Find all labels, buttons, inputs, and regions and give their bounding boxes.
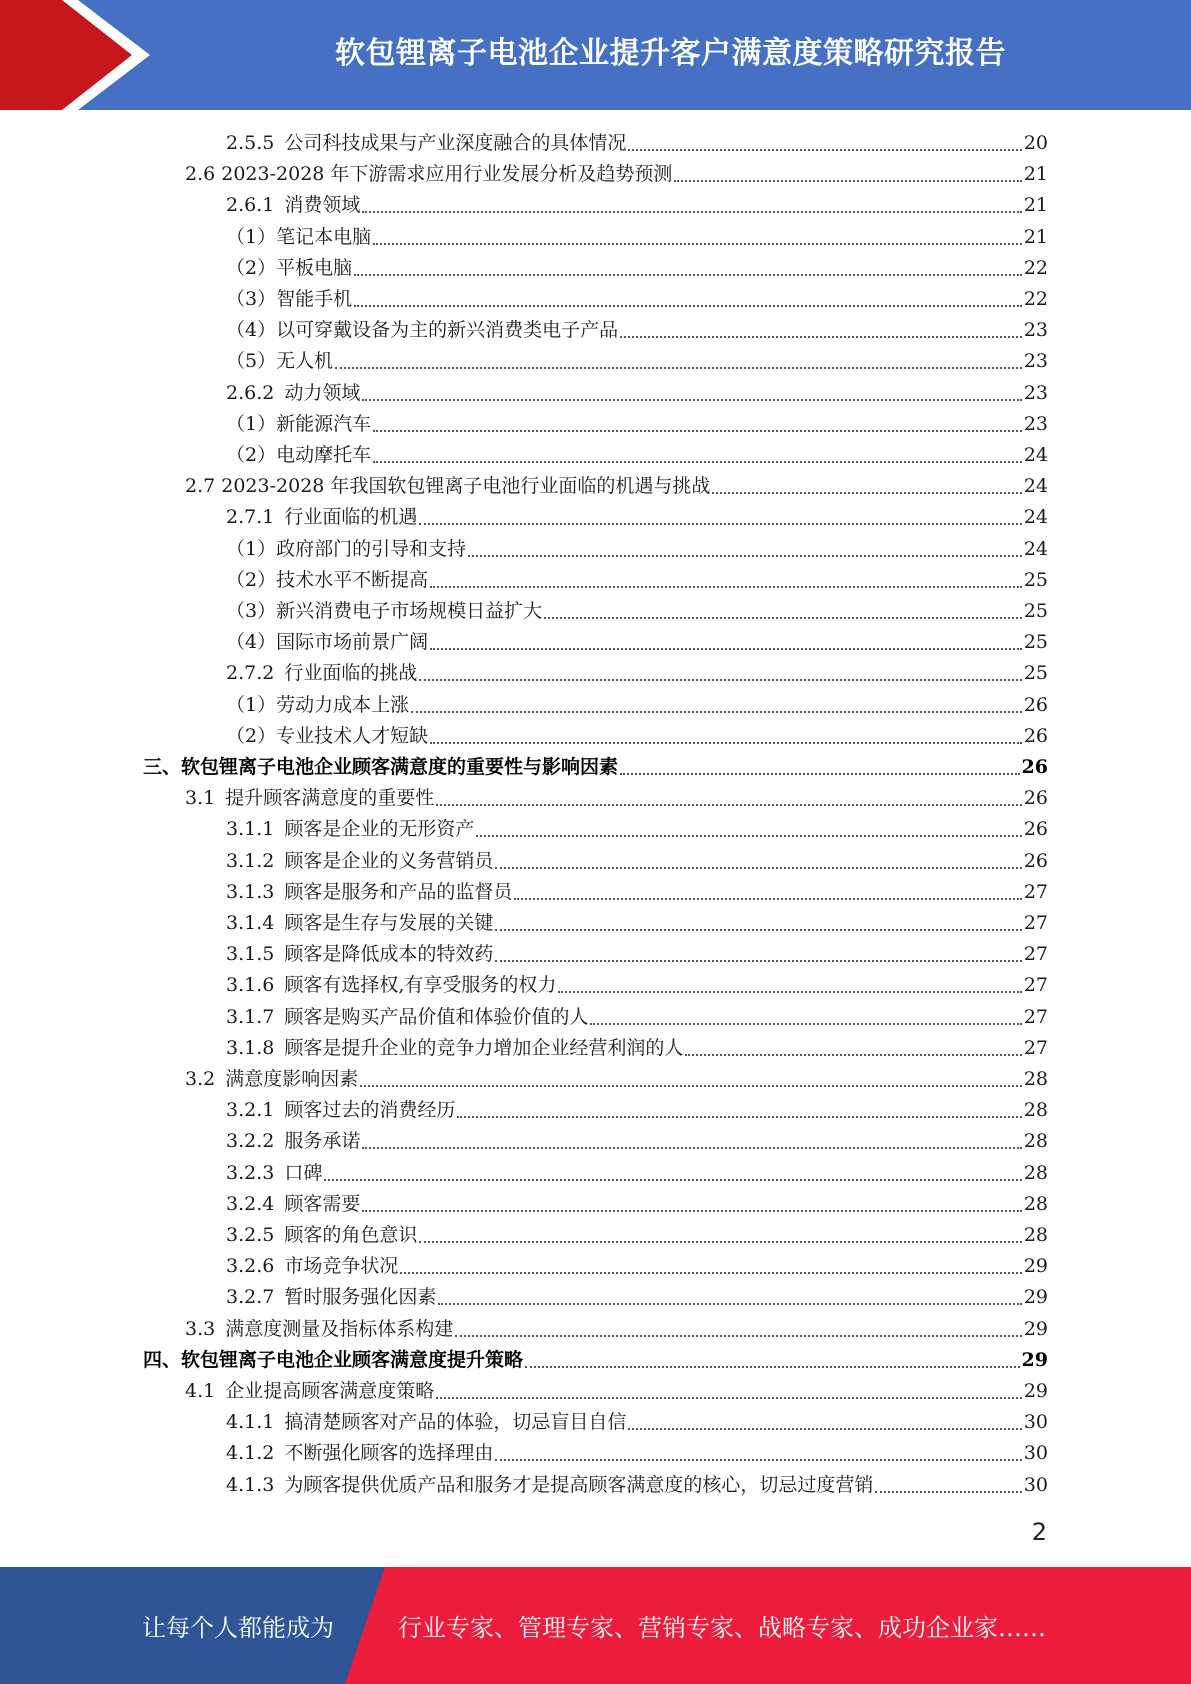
toc-entry-title: （1）政府部门的引导和支持 <box>226 537 467 560</box>
toc-entry-number: 2.5.5 <box>226 132 275 154</box>
footer-slogan-left: 让每个人都能成为 <box>142 1614 334 1642</box>
toc-entry-page: 25 <box>1023 631 1048 654</box>
toc-entry-page: 25 <box>1023 662 1048 685</box>
toc-entry-title: 满意度测量及指标体系构建 <box>225 1317 454 1340</box>
toc-dot-leader <box>620 773 1020 775</box>
toc-entry-page: 27 <box>1023 1005 1048 1028</box>
toc-dot-leader <box>373 461 1022 463</box>
toc-entry-title: 搞清楚顾客对产品的体验，切忌盲目自信 <box>284 1411 627 1434</box>
toc-entry-title: 2.7 2023-2028 年我国软包锂离子电池行业面临的机遇与挑战 <box>185 475 711 498</box>
toc-entry-page: 28 <box>1023 1224 1048 1246</box>
toc-entry[interactable] <box>226 1095 1048 1126</box>
toc-entry-page: 23 <box>1023 381 1048 404</box>
toc-entry-page: 26 <box>1023 724 1048 747</box>
toc-entry-number: 3.2 <box>185 1068 216 1090</box>
page-header <box>0 0 1191 110</box>
toc-entry[interactable] <box>226 1470 1048 1501</box>
toc-entry-page: 28 <box>1023 1068 1048 1090</box>
toc-dot-leader <box>430 586 1022 588</box>
toc-entry-page: 28 <box>1023 1161 1048 1184</box>
toc-dot-leader <box>620 336 1022 338</box>
toc-entry[interactable] <box>143 752 1048 783</box>
toc-entry-title: 顾客是企业的义务营销员 <box>284 849 494 872</box>
toc-entry[interactable] <box>226 440 1048 471</box>
toc-entry-page: 21 <box>1023 225 1048 248</box>
toc-entry-title: 动力领域 <box>284 381 361 404</box>
toc-entry[interactable] <box>226 1407 1048 1438</box>
toc-entry-page: 23 <box>1023 319 1048 342</box>
toc-entry-number: 4.1.1 <box>226 1411 275 1434</box>
toc-entry-number: 3.2.5 <box>226 1224 275 1246</box>
toc-entry[interactable] <box>143 1345 1048 1376</box>
toc-entry[interactable] <box>185 1376 1048 1407</box>
toc-dot-leader <box>495 867 1021 869</box>
toc-entry-title: 顾客是服务和产品的监督员 <box>284 880 513 903</box>
toc-entry-number: 2.7.2 <box>226 662 275 685</box>
toc-entry-number: 4.1 <box>185 1380 216 1402</box>
toc-entry-number: 3.2.4 <box>226 1192 275 1215</box>
toc-dot-leader <box>674 180 1021 182</box>
toc-entry-title: （2）平板电脑 <box>226 256 353 279</box>
toc-dot-leader <box>558 991 1021 993</box>
toc-dot-leader <box>419 523 1021 525</box>
toc-dot-leader <box>373 243 1022 245</box>
toc-entry[interactable] <box>226 939 1048 970</box>
toc-dot-leader <box>457 1116 1021 1118</box>
toc-entry-title: 暂时服务强化因素 <box>284 1286 437 1309</box>
toc-entry[interactable] <box>185 1314 1048 1345</box>
toc-entry[interactable] <box>226 846 1048 877</box>
toc-entry-page: 23 <box>1023 350 1048 373</box>
toc-entry-title: （1）笔记本电脑 <box>226 225 372 248</box>
toc-entry-number: 3.2.1 <box>226 1099 275 1122</box>
toc-dot-leader <box>495 1459 1021 1461</box>
toc-entry[interactable] <box>226 877 1048 908</box>
toc-entry-title: 口碑 <box>284 1161 323 1184</box>
toc-entry-title: 四、软包锂离子电池企业顾客满意度提升策略 <box>143 1348 524 1371</box>
toc-entry-page: 26 <box>1023 693 1048 716</box>
toc-entry[interactable] <box>226 1158 1048 1189</box>
toc-dot-leader <box>525 1366 1020 1368</box>
toc-entry-page: 28 <box>1023 1099 1048 1122</box>
toc-entry-page: 25 <box>1023 568 1048 591</box>
toc-entry-page: 24 <box>1023 475 1048 498</box>
toc-dot-leader <box>335 367 1022 369</box>
toc-entry-number: 3.2.6 <box>226 1255 275 1278</box>
toc-entry-page: 28 <box>1023 1130 1048 1153</box>
toc-entry-title: 行业面临的挑战 <box>284 662 418 685</box>
toc-entry-number: 3.1.6 <box>226 974 275 997</box>
toc-entry-title: 消费领域 <box>284 194 361 217</box>
toc-dot-leader <box>436 1397 1022 1399</box>
toc-entry-title: （2）电动摩托车 <box>226 444 372 466</box>
toc-entry-title: 顾客的角色意识 <box>284 1224 418 1246</box>
toc-entry-page: 21 <box>1023 163 1048 186</box>
toc-entry[interactable] <box>226 315 1048 346</box>
toc-entry[interactable] <box>226 253 1048 284</box>
toc-entry[interactable] <box>185 783 1048 814</box>
page-number: 2 <box>1031 1518 1047 1546</box>
toc-entry-title: （3）新兴消费电子市场规模日益扩大 <box>226 600 543 622</box>
toc-entry-title: 服务承诺 <box>284 1130 361 1153</box>
toc-entry[interactable] <box>226 1126 1048 1157</box>
toc-entry-page: 29 <box>1023 1286 1048 1309</box>
toc-dot-leader <box>362 1210 1021 1212</box>
toc-entry[interactable] <box>185 471 1048 502</box>
toc-entry-title: 顾客有选择权,有享受服务的权力 <box>284 974 557 997</box>
toc-entry-page: 24 <box>1023 506 1048 529</box>
toc-entry-title: 满意度影响因素 <box>225 1068 359 1090</box>
toc-entry-page: 25 <box>1023 600 1048 622</box>
toc-entry[interactable] <box>226 596 1048 627</box>
toc-dot-leader <box>373 430 1022 432</box>
toc-entry[interactable] <box>226 378 1048 409</box>
toc-entry[interactable] <box>226 627 1048 658</box>
toc-entry-number: 3.2.3 <box>226 1161 275 1184</box>
toc-entry-number: 3.1.1 <box>226 818 275 841</box>
toc-entry[interactable] <box>226 1002 1048 1033</box>
toc-entry-page: 27 <box>1023 912 1048 934</box>
toc-entry[interactable] <box>226 502 1048 533</box>
toc-entry-number: 3.1.8 <box>226 1036 275 1059</box>
toc-entry-page: 26 <box>1021 756 1048 778</box>
toc-entry-page: 22 <box>1023 256 1048 279</box>
toc-dot-leader <box>685 1054 1021 1056</box>
toc-dot-leader <box>628 149 1021 151</box>
toc-dot-leader <box>712 492 1021 494</box>
toc-entry-title: 为顾客提供优质产品和服务才是提高顾客满意度的核心，切忌过度营销 <box>284 1473 874 1496</box>
toc-dot-leader <box>362 211 1021 213</box>
toc-dot-leader <box>495 960 1021 962</box>
toc-entry[interactable] <box>226 1033 1048 1064</box>
toc-entry-page: 24 <box>1023 444 1048 466</box>
toc-entry-number: 2.6.2 <box>226 381 275 404</box>
toc-dot-leader <box>436 804 1022 806</box>
toc-entry-page: 26 <box>1023 787 1048 810</box>
toc-entry-number: 3.1.2 <box>226 849 275 872</box>
toc-entry[interactable] <box>226 346 1048 377</box>
toc-entry-page: 29 <box>1023 1380 1048 1402</box>
toc-entry-title: （5）无人机 <box>226 350 334 373</box>
toc-entry-page: 27 <box>1023 880 1048 903</box>
toc-entry[interactable] <box>226 534 1048 565</box>
toc-entry-page: 29 <box>1023 1317 1048 1340</box>
toc-entry[interactable] <box>226 409 1048 440</box>
page-footer <box>0 1567 1191 1684</box>
toc-entry-page: 27 <box>1023 943 1048 966</box>
toc-entry-title: 顾客是提升企业的竞争力增加企业经营利润的人 <box>284 1036 684 1059</box>
toc-dot-leader <box>514 898 1021 900</box>
toc-dot-leader <box>590 1023 1021 1025</box>
toc-entry-number: 2.7.1 <box>226 506 275 529</box>
toc-entry[interactable] <box>226 721 1048 752</box>
toc-entry-number: 3.1.7 <box>226 1005 275 1028</box>
toc-entry-title: 提升顾客满意度的重要性 <box>225 787 435 810</box>
toc-dot-leader <box>362 1147 1021 1149</box>
toc-entry-title: 三、软包锂离子电池企业顾客满意度的重要性与影响因素 <box>143 756 619 778</box>
toc-entry-number: 2.6.1 <box>226 194 275 217</box>
toc-entry[interactable] <box>226 658 1048 689</box>
toc-entry-number: 4.1.3 <box>226 1473 275 1496</box>
toc-entry-number: 3.1.3 <box>226 880 275 903</box>
toc-dot-leader <box>430 742 1022 744</box>
toc-entry[interactable] <box>185 1064 1048 1095</box>
toc-dot-leader <box>400 1272 1021 1274</box>
toc-entry-title: 顾客是降低成本的特效药 <box>284 943 494 966</box>
toc-entry[interactable] <box>226 222 1048 253</box>
toc-dot-leader <box>628 1428 1021 1430</box>
toc-entry-number: 3.2.7 <box>226 1286 275 1309</box>
toc-entry-title: 顾客是购买产品价值和体验价值的人 <box>284 1005 589 1028</box>
toc-entry[interactable] <box>226 1438 1048 1469</box>
toc-dot-leader <box>324 1179 1021 1181</box>
toc-entry-page: 23 <box>1023 412 1048 435</box>
toc-entry-title: 顾客需要 <box>284 1192 361 1215</box>
toc-entry-title: 不断强化顾客的选择理由 <box>284 1442 494 1465</box>
toc-entry-number: 3.3 <box>185 1317 216 1340</box>
toc-entry-page: 29 <box>1023 1255 1048 1278</box>
toc-entry-title: 顾客过去的消费经历 <box>284 1099 456 1122</box>
toc-dot-leader <box>495 929 1021 931</box>
toc-entry-page: 22 <box>1023 288 1048 310</box>
toc-entry-number: 4.1.2 <box>226 1442 275 1465</box>
toc-entry-page: 30 <box>1023 1411 1048 1434</box>
toc-entry-page: 27 <box>1023 1036 1048 1059</box>
report-title: 软包锂离子电池企业提升客户满意度策略研究报告 <box>335 36 1006 71</box>
toc-entry-title: 行业面临的机遇 <box>284 506 418 529</box>
toc-entry[interactable] <box>226 190 1048 221</box>
toc-entry-page: 26 <box>1023 849 1048 872</box>
toc-dot-leader <box>360 1085 1022 1087</box>
toc-entry-title: 公司科技成果与产业深度融合的具体情况 <box>284 132 627 154</box>
toc-entry-page: 26 <box>1023 818 1048 841</box>
toc-dot-leader <box>362 399 1021 401</box>
toc-dot-leader <box>419 1241 1021 1243</box>
toc-entry-page: 28 <box>1023 1192 1048 1215</box>
toc-entry[interactable] <box>226 814 1048 845</box>
toc-entry[interactable] <box>226 1282 1048 1313</box>
toc-dot-leader <box>476 835 1021 837</box>
toc-entry-page: 24 <box>1023 537 1048 560</box>
toc-entry-page: 30 <box>1023 1473 1048 1496</box>
toc-entry-number: 3.1.5 <box>226 943 275 966</box>
toc-dot-leader <box>430 648 1022 650</box>
toc-entry-page: 27 <box>1023 974 1048 997</box>
toc-dot-leader <box>468 555 1022 557</box>
toc-entry[interactable] <box>226 128 1048 159</box>
toc-entry-title: （2）专业技术人才短缺 <box>226 724 429 747</box>
toc-entry-title: 顾客是企业的无形资产 <box>284 818 475 841</box>
toc-entry[interactable] <box>226 565 1048 596</box>
footer-slogan-right: 行业专家、管理专家、营销专家、战略专家、成功企业家…… <box>398 1614 1046 1642</box>
toc-entry-page: 20 <box>1023 132 1048 154</box>
toc-entry[interactable] <box>226 1251 1048 1282</box>
toc-dot-leader <box>544 617 1022 619</box>
toc-entry-number: 3.1 <box>185 787 216 810</box>
toc-entry[interactable] <box>185 159 1048 190</box>
toc-entry[interactable] <box>226 690 1048 721</box>
toc-entry-title: 市场竞争状况 <box>284 1255 399 1278</box>
toc-entry[interactable] <box>226 1189 1048 1220</box>
toc-dot-leader <box>875 1491 1021 1493</box>
toc-entry[interactable] <box>226 284 1048 315</box>
toc-entry-number: 3.1.4 <box>226 912 275 934</box>
toc-entry[interactable] <box>226 1220 1048 1251</box>
toc-entry-page: 21 <box>1023 194 1048 217</box>
toc-entry-title: （1）劳动力成本上涨 <box>226 693 410 716</box>
toc-entry[interactable] <box>226 970 1048 1001</box>
toc-dot-leader <box>354 305 1022 307</box>
toc-entry-title: （3）智能手机 <box>226 288 353 310</box>
toc-dot-leader <box>411 711 1022 713</box>
toc-dot-leader <box>419 679 1021 681</box>
toc-entry-title: （4）以可穿戴设备为主的新兴消费类电子产品 <box>226 319 619 342</box>
toc-entry-title: （4）国际市场前景广阔 <box>226 631 429 654</box>
toc-entry-title: （1）新能源汽车 <box>226 412 372 435</box>
toc-entry-page: 29 <box>1021 1348 1048 1371</box>
toc-entry-title: （2）技术水平不断提高 <box>226 568 429 591</box>
toc-entry-title: 顾客是生存与发展的关键 <box>284 912 494 934</box>
toc-entry[interactable] <box>226 908 1048 939</box>
toc-entry-title: 企业提高顾客满意度策略 <box>225 1380 435 1402</box>
toc-dot-leader <box>438 1303 1021 1305</box>
toc-dot-leader <box>354 274 1022 276</box>
toc-entry-page: 30 <box>1023 1442 1048 1465</box>
toc-dot-leader <box>455 1335 1022 1337</box>
toc-entry-number: 3.2.2 <box>226 1130 275 1153</box>
toc-entry-title: 2.6 2023-2028 年下游需求应用行业发展分析及趋势预测 <box>185 163 673 186</box>
